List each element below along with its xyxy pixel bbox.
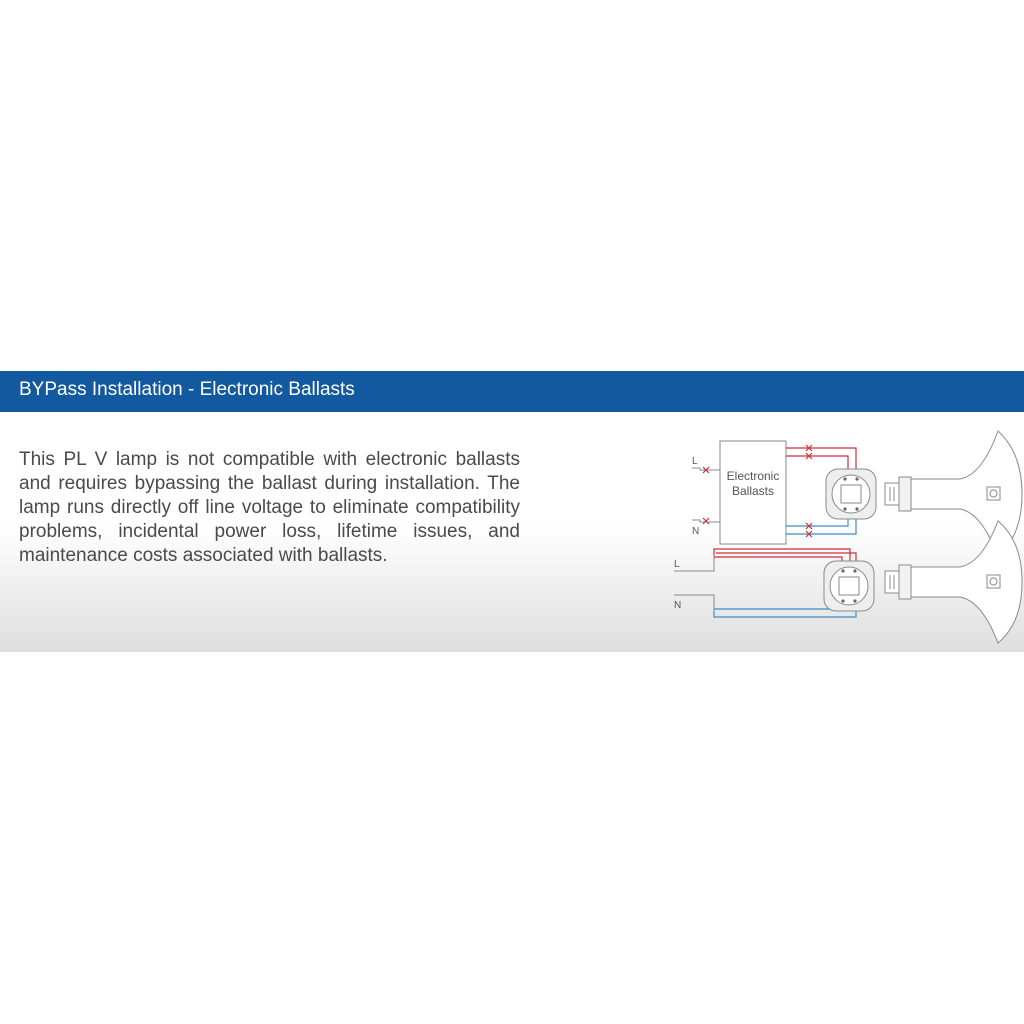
bottom-socket-icon bbox=[824, 561, 874, 611]
bottom-line-lead bbox=[674, 555, 714, 571]
description-text: This PL V lamp is not compatible with electronic ballasts and requires bypassing the ballast during installation. The lamp runs directly off line voltage to eliminate compatibility problems, incidental power loss, lifetime issues, and maintenance costs associated with ballasts. bbox=[19, 449, 520, 566]
installation-banner bbox=[0, 371, 1024, 652]
top-neutral-cut-icon bbox=[703, 518, 709, 524]
bottom-lamp-icon bbox=[885, 521, 1022, 643]
top-neutral-label: N bbox=[692, 526, 700, 537]
ballast-label-line1: Electronic bbox=[726, 469, 780, 483]
ballast-label-line2: Ballasts bbox=[731, 484, 775, 498]
wiring-diagram bbox=[660, 421, 1024, 646]
top-socket-icon bbox=[826, 469, 876, 519]
top-line-label: L bbox=[692, 456, 698, 467]
top-output-cut-icons bbox=[806, 445, 812, 537]
ballast-wiring-diagram bbox=[692, 431, 1022, 557]
header-title: BYPass Installation - Electronic Ballasts bbox=[19, 379, 355, 400]
bottom-line-label: L bbox=[674, 559, 680, 570]
header-bar bbox=[0, 371, 1024, 412]
bottom-neutral-label: N bbox=[674, 600, 682, 611]
